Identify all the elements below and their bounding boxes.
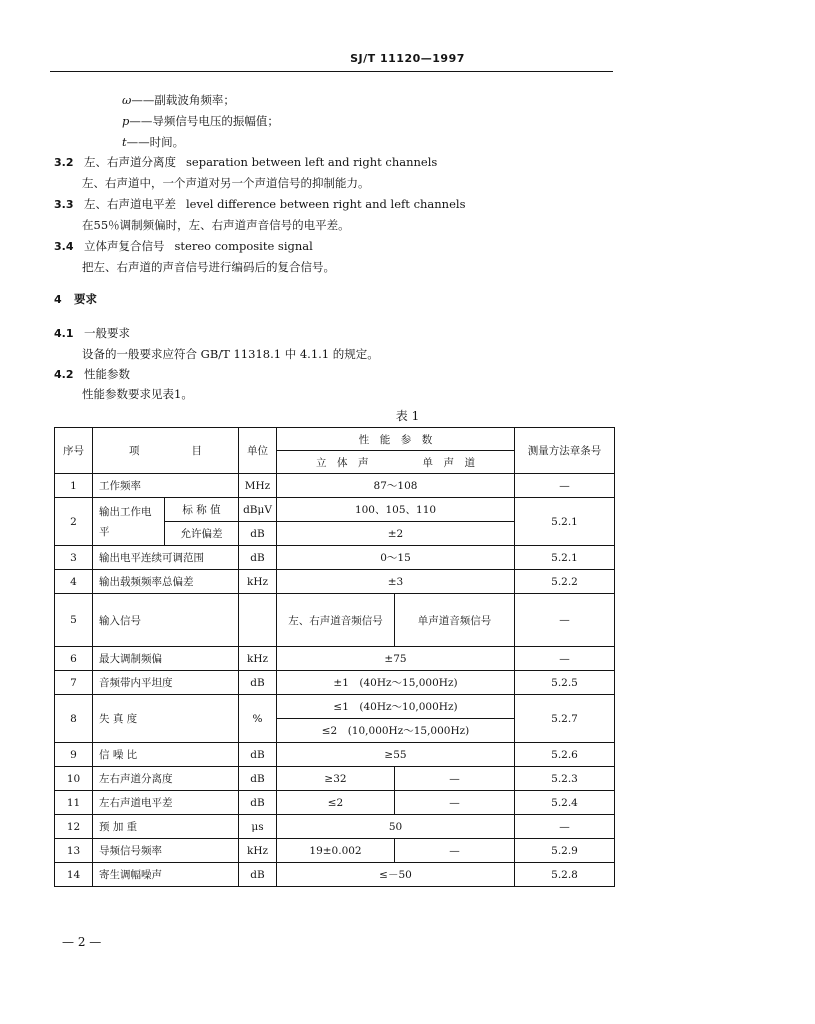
- row-value: ≤2 (10,000Hz～15,000Hz): [277, 719, 515, 743]
- variable-line-p: [122, 113, 279, 129]
- variable-symbol: p: [122, 114, 130, 128]
- table-row: [55, 498, 615, 522]
- row-index: 4: [55, 570, 93, 594]
- row-method: 5.2.1: [515, 498, 615, 546]
- row-value: 50: [277, 815, 515, 839]
- row-item: 失 真 度: [93, 695, 239, 743]
- row-item: 工作频率: [93, 474, 239, 498]
- row-index: 3: [55, 546, 93, 570]
- standard-code-header: SJ/T 11120—1997: [350, 52, 465, 65]
- table-row: [55, 570, 615, 594]
- header-performance: 性 能 参 数: [277, 428, 515, 451]
- row-index: 9: [55, 743, 93, 767]
- section-english-title: level difference between right and left channels: [186, 197, 466, 211]
- table-row: [55, 839, 615, 863]
- row-method: 5.2.7: [515, 695, 615, 743]
- row-item: 信 噪 比: [93, 743, 239, 767]
- section-number: 3.3: [54, 198, 74, 211]
- row-unit: kHz: [239, 570, 277, 594]
- row-unit: dB: [239, 522, 277, 546]
- section-4-2-body: 性能参数要求见表1。: [82, 387, 193, 401]
- row-stereo: ≤2: [277, 791, 395, 815]
- row-value: ≥55: [277, 743, 515, 767]
- table-row: [55, 767, 615, 791]
- row-index: 14: [55, 863, 93, 887]
- row-value: ≤1 (40Hz～10,000Hz): [277, 695, 515, 719]
- row-value: ±2: [277, 522, 515, 546]
- row-method: 5.2.9: [515, 839, 615, 863]
- table-row: [55, 791, 615, 815]
- section-3-2-body: 左、右声道中，一个声道对另一个声道信号的抑制能力。: [82, 176, 370, 190]
- table-row: [55, 863, 615, 887]
- table-row: [55, 671, 615, 695]
- row-unit: kHz: [239, 647, 277, 671]
- row-mono: —: [395, 839, 515, 863]
- row-item: 左右声道电平差: [93, 791, 239, 815]
- row-index: 5: [55, 594, 93, 647]
- row-index: 12: [55, 815, 93, 839]
- variable-desc: ——时间。: [126, 135, 185, 149]
- section-number: 4: [54, 293, 62, 306]
- table-header-row: [55, 428, 615, 451]
- table-row: [55, 594, 615, 647]
- row-mono: 单声道音频信号: [395, 594, 515, 647]
- section-title: 立体声复合信号: [84, 239, 165, 253]
- row-method: 5.2.6: [515, 743, 615, 767]
- row-unit: dB: [239, 671, 277, 695]
- row-value: 87～108: [277, 474, 515, 498]
- row-unit: dB: [239, 863, 277, 887]
- row-index: 13: [55, 839, 93, 863]
- row-unit: μs: [239, 815, 277, 839]
- row-unit: dBμV: [239, 498, 277, 522]
- table-row: [55, 474, 615, 498]
- section-4-1-heading: [54, 325, 130, 342]
- row-mono: —: [395, 767, 515, 791]
- variable-desc: ——导频信号电压的振幅值；: [129, 114, 279, 128]
- row-value: 100、105、110: [277, 498, 515, 522]
- section-4-1-body: 设备的一般要求应符合 GB/T 11318.1 中 4.1.1 的规定。: [82, 347, 379, 361]
- section-4-heading: [54, 291, 97, 308]
- row-subitem: 允许偏差: [165, 522, 239, 546]
- row-method: —: [515, 647, 615, 671]
- section-english-title: separation between left and right channels: [186, 155, 438, 169]
- performance-table: [54, 427, 615, 887]
- row-item: 音频带内平坦度: [93, 671, 239, 695]
- section-title: 左、右声道分离度: [84, 155, 176, 169]
- row-item: 输出载频频率总偏差: [93, 570, 239, 594]
- row-item: 输出电平连续可调范围: [93, 546, 239, 570]
- section-4-2-heading: [54, 366, 130, 383]
- table-row: [55, 815, 615, 839]
- section-number: 3.2: [54, 156, 74, 169]
- row-stereo: ≥32: [277, 767, 395, 791]
- section-title: 性能参数: [84, 367, 130, 381]
- row-unit: dB: [239, 791, 277, 815]
- header-item-a: 项: [129, 445, 140, 457]
- header-mono: 单 声 道: [422, 456, 475, 469]
- row-index: 11: [55, 791, 93, 815]
- table-row: [55, 647, 615, 671]
- row-value: 0～15: [277, 546, 515, 570]
- row-index: 8: [55, 695, 93, 743]
- row-value: ≤－50: [277, 863, 515, 887]
- section-title: 一般要求: [84, 326, 130, 340]
- header-stereo-mono: [277, 451, 515, 474]
- section-3-3-heading: [54, 196, 465, 213]
- header-item-b: 目: [191, 445, 202, 457]
- section-3-3-body: 在55％调制频偏时，左、右声道声音信号的电平差。: [82, 218, 350, 232]
- row-index: 2: [55, 498, 93, 546]
- row-mono: —: [395, 791, 515, 815]
- row-unit: dB: [239, 546, 277, 570]
- row-stereo: 19±0.002: [277, 839, 395, 863]
- row-value: ±3: [277, 570, 515, 594]
- table-caption: 表 1: [395, 409, 420, 423]
- section-number: 4.2: [54, 368, 74, 381]
- variable-desc: ——副载波角频率；: [131, 93, 235, 107]
- row-item: 输出工作电平: [93, 498, 165, 546]
- row-item: 导频信号频率: [93, 839, 239, 863]
- row-method: 5.2.1: [515, 546, 615, 570]
- row-value: ±1 (40Hz～15,000Hz): [277, 671, 515, 695]
- section-3-4-body: 把左、右声道的声音信号进行编码后的复合信号。: [82, 260, 335, 274]
- row-stereo: 左、右声道音频信号: [277, 594, 395, 647]
- row-unit: MHz: [239, 474, 277, 498]
- section-english-title: stereo composite signal: [174, 239, 313, 253]
- variable-symbol: t: [122, 135, 127, 149]
- row-unit: %: [239, 695, 277, 743]
- header-method: 测量方法章条号: [515, 428, 615, 474]
- row-method: —: [515, 474, 615, 498]
- row-method: —: [515, 815, 615, 839]
- row-item: 预 加 重: [93, 815, 239, 839]
- row-method: 5.2.5: [515, 671, 615, 695]
- header-stereo: 立 体 声: [316, 456, 369, 469]
- table-row: [55, 743, 615, 767]
- section-number: 4.1: [54, 327, 74, 340]
- row-unit: kHz: [239, 839, 277, 863]
- row-method: 5.2.3: [515, 767, 615, 791]
- row-item: 左右声道分离度: [93, 767, 239, 791]
- row-method: —: [515, 594, 615, 647]
- row-value: ±75: [277, 647, 515, 671]
- row-index: 7: [55, 671, 93, 695]
- row-method: 5.2.8: [515, 863, 615, 887]
- section-title: 左、右声道电平差: [84, 197, 176, 211]
- header-unit: 单位: [239, 428, 277, 474]
- row-item: 输入信号: [93, 594, 239, 647]
- row-item: 最大调制频偏: [93, 647, 239, 671]
- row-method: 5.2.4: [515, 791, 615, 815]
- variable-symbol: ω: [122, 93, 132, 107]
- row-subitem: 标 称 值: [165, 498, 239, 522]
- header-item: [93, 428, 239, 474]
- row-unit: dB: [239, 767, 277, 791]
- table-row: [55, 695, 615, 719]
- section-title: 要求: [74, 292, 97, 306]
- row-index: 10: [55, 767, 93, 791]
- variable-line-omega: [122, 92, 235, 108]
- section-3-4-heading: [54, 238, 313, 255]
- row-item: 寄生调幅噪声: [93, 863, 239, 887]
- table-row: [55, 546, 615, 570]
- section-number: 3.4: [54, 240, 74, 253]
- row-unit: [239, 594, 277, 647]
- header-rule: [50, 71, 613, 72]
- header-index: 序号: [55, 428, 93, 474]
- page-number: — 2 —: [62, 935, 102, 949]
- row-index: 6: [55, 647, 93, 671]
- row-unit: dB: [239, 743, 277, 767]
- row-method: 5.2.2: [515, 570, 615, 594]
- row-index: 1: [55, 474, 93, 498]
- variable-line-t: [122, 134, 184, 150]
- section-3-2-heading: [54, 154, 437, 171]
